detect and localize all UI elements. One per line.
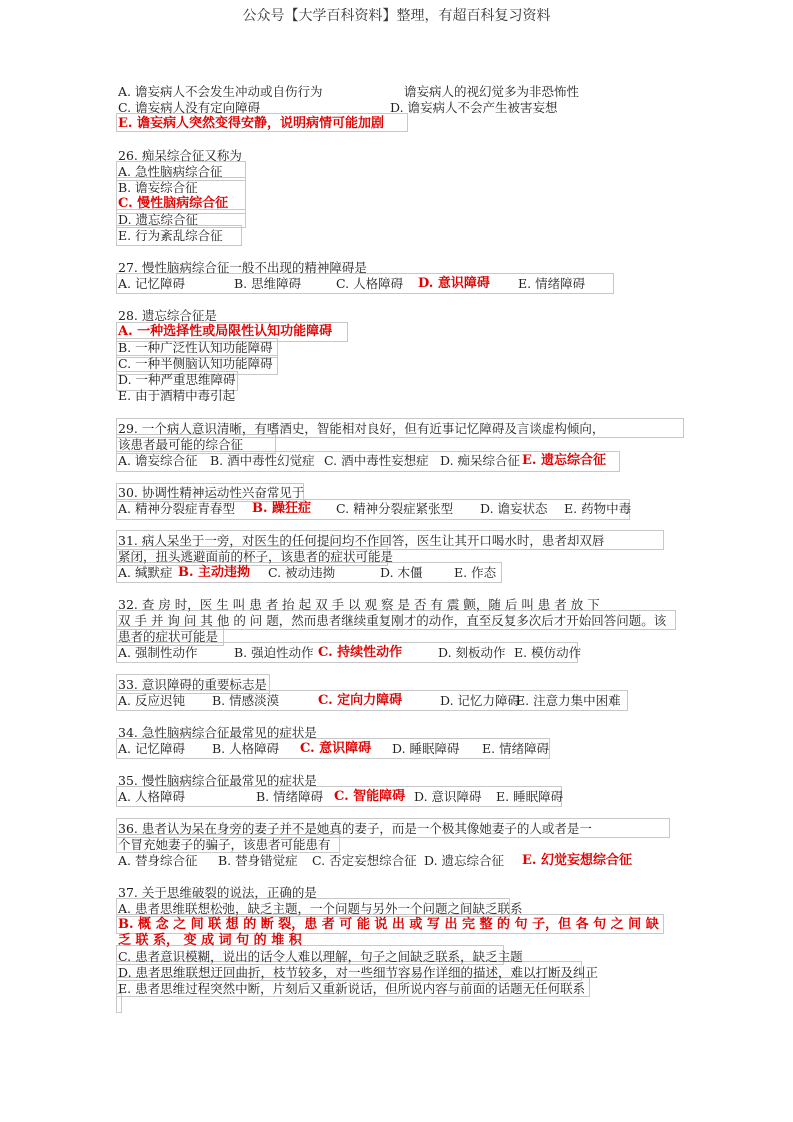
answer-option: B. 概 念 之 间 联 想 的 断 裂，患 者 可 能 说 出 或 写 出 完 整 的 句 子，但 各 句 之 间 缺 <box>118 917 659 932</box>
option-a: A. 急性脑病综合征 <box>118 164 223 179</box>
option-c: C. 患者意识模糊，说出的话令人难以理解，句子之间缺乏联系，缺乏主题 <box>118 949 523 964</box>
question-31: 31. 病人呆坐于一旁，对医生的任何提问均不作回答，医生让其开口喝水时，患者却双唇 <box>118 533 605 548</box>
option-e: E. 模仿动作 <box>514 645 582 660</box>
option-e: E. 患者思维过程突然中断，片刻后又重新说话，但所说内容与前面的话题无任何联系 <box>118 981 586 996</box>
option-d: D. 一种严重思维障碍 <box>118 372 236 387</box>
answer-option: C. 智能障碍 <box>334 789 406 804</box>
question-29-cont: 该患者最可能的综合征 <box>118 437 244 452</box>
option-e: E. 作态 <box>454 565 497 580</box>
answer-option: C. 持续性动作 <box>318 645 403 660</box>
question-32-cont: 双 手 并 询 问 其 他 的 问 题，然而患者继续重复刚才的动作，直至反复多次后才开始回答问题。该 <box>118 613 667 628</box>
option-e: E. 注意力集中困难 <box>516 693 621 708</box>
option-a: A. 反应迟钝 <box>118 693 185 708</box>
option-e: E. 情绪障碍 <box>482 741 550 756</box>
option-e: E. 药物中毒 <box>564 501 632 516</box>
option-e: E. 由于酒精中毒引起 <box>118 388 236 403</box>
answer-option: E. 遗忘综合征 <box>522 453 606 468</box>
answer-option: E. 谵妄病人突然变得安静，说明病情可能加剧 <box>118 116 384 131</box>
question-29: 29. 一个病人意识清晰，有嗜酒史，智能相对良好，但有近事记忆障碍及言谈虚构倾向， <box>118 421 605 436</box>
option-b: B. 思维障碍 <box>234 276 302 291</box>
answer-option: A. 一种选择性或局限性认知功能障碍 <box>118 324 333 339</box>
option-d: D. 刻板动作 <box>438 645 506 660</box>
option-a: A. 谵妄综合征 <box>118 453 198 468</box>
option-c: C. 酒中毒性妄想症 <box>324 453 429 468</box>
question-37: 37. 关于思维破裂的说法，正确的是 <box>118 885 317 900</box>
option-d: D. 意识障碍 <box>414 789 482 804</box>
option-b: B. 酒中毒性幻觉症 <box>210 453 315 468</box>
option-d: D. 睡眠障碍 <box>392 741 460 756</box>
question-33: 33. 意识障碍的重要标志是 <box>118 677 267 692</box>
option-a: A. 缄默症 <box>118 565 173 580</box>
option-c: C. 一种半侧脑认知功能障碍 <box>118 356 273 371</box>
answer-option: B. 主动违拗 <box>178 565 251 580</box>
answer-option: D. 意识障碍 <box>418 276 490 291</box>
option-a: A. 记忆障碍 <box>118 276 185 291</box>
question-28: 28. 遗忘综合征是 <box>118 308 217 323</box>
question-31-cont: 紧闭，扭头逃避面前的杯子，该患者的症状可能是 <box>118 549 394 564</box>
question-26: 26. 痴呆综合征又称为 <box>118 148 242 163</box>
option-d: D. 谵妄病人不会产生被害妄想 <box>390 100 558 115</box>
option-c: C. 否定妄想综合征 <box>312 853 417 868</box>
option-d: D. 遗忘综合征 <box>118 212 199 227</box>
question-32-cont: 患者的症状可能是 <box>118 629 219 644</box>
option-e: E. 睡眠障碍 <box>496 789 564 804</box>
answer-option: E. 幻觉妄想综合征 <box>522 853 632 868</box>
answer-option: C. 慢性脑病综合征 <box>118 196 229 211</box>
option-d: D. 木僵 <box>380 565 423 580</box>
option-c: C. 精神分裂症紧张型 <box>336 501 454 516</box>
question-36: 36. 患者认为呆在身旁的妻子并不是她真的妻子，而是一个极其像她妻子的人或者是一 <box>118 821 592 836</box>
option-b: B. 替身错觉症 <box>218 853 298 868</box>
option-c: C. 谵妄病人没有定向障碍 <box>118 100 261 115</box>
option-d: D. 痴呆综合征 <box>440 453 521 468</box>
question-32: 32. 查 房 时，医 生 叫 患 者 抬 起 双 手 以 观 察 是 否 有 震 颤，随 后 叫 患 者 放 下 <box>118 597 600 612</box>
option-d: D. 记忆力障碍 <box>440 693 521 708</box>
option-a: A. 记忆障碍 <box>118 741 185 756</box>
answer-option: C. 定向力障碍 <box>318 693 403 708</box>
question-35: 35. 慢性脑病综合征最常见的症状是 <box>118 773 317 788</box>
option-a: A. 人格障碍 <box>118 789 185 804</box>
option-b: B. 强迫性动作 <box>234 645 314 660</box>
option-a: A. 精神分裂症青春型 <box>118 501 235 516</box>
option-d: D. 谵妄状态 <box>480 501 548 516</box>
answer-option-cont: 乏 联 系， 变 成 词 句 的 堆 积 <box>118 933 302 948</box>
option-a: A. 替身综合征 <box>118 853 198 868</box>
option-b: B. 谵妄综合征 <box>118 180 198 195</box>
option-a: A. 患者思维联想松弛，缺乏主题，一个问题与另外一个问题之间缺乏联系 <box>118 901 523 916</box>
option-b: 谵妄病人的视幻觉多为非恐怖性 <box>404 84 580 99</box>
option-b: B. 一种广泛性认知功能障碍 <box>118 340 273 355</box>
option-b: B. 情感淡漠 <box>212 693 280 708</box>
question-34: 34. 急性脑病综合征最常见的症状是 <box>118 725 317 740</box>
page-header: 公众号【大学百科资料】整理，有超百科复习资料 <box>242 8 551 24</box>
option-e: E. 情绪障碍 <box>518 276 586 291</box>
option-b: B. 人格障碍 <box>212 741 280 756</box>
option-b: B. 情绪障碍 <box>256 789 324 804</box>
option-c: C. 人格障碍 <box>336 276 404 291</box>
option-c: C. 被动违拗 <box>268 565 336 580</box>
question-30: 30. 协调性精神运动性兴奋常见于 <box>118 485 305 500</box>
question-36-cont: 个冒充她妻子的骗子，该患者可能患有 <box>118 837 331 852</box>
option-a: A. 强制性动作 <box>118 645 198 660</box>
option-a: A. 谵妄病人不会发生冲动或自伤行为 <box>118 84 323 99</box>
option-e: E. 行为紊乱综合征 <box>118 228 223 243</box>
question-27: 27. 慢性脑病综合征一般不出现的精神障碍是 <box>118 260 367 275</box>
answer-option: C. 意识障碍 <box>300 741 372 756</box>
answer-option: B. 躁狂症 <box>252 501 312 516</box>
option-d: D. 患者思维联想迂回曲折，枝节较多，对一些细节容易作详细的描述，难以打断及纠正 <box>118 965 599 980</box>
option-d: D. 遗忘综合征 <box>424 853 505 868</box>
